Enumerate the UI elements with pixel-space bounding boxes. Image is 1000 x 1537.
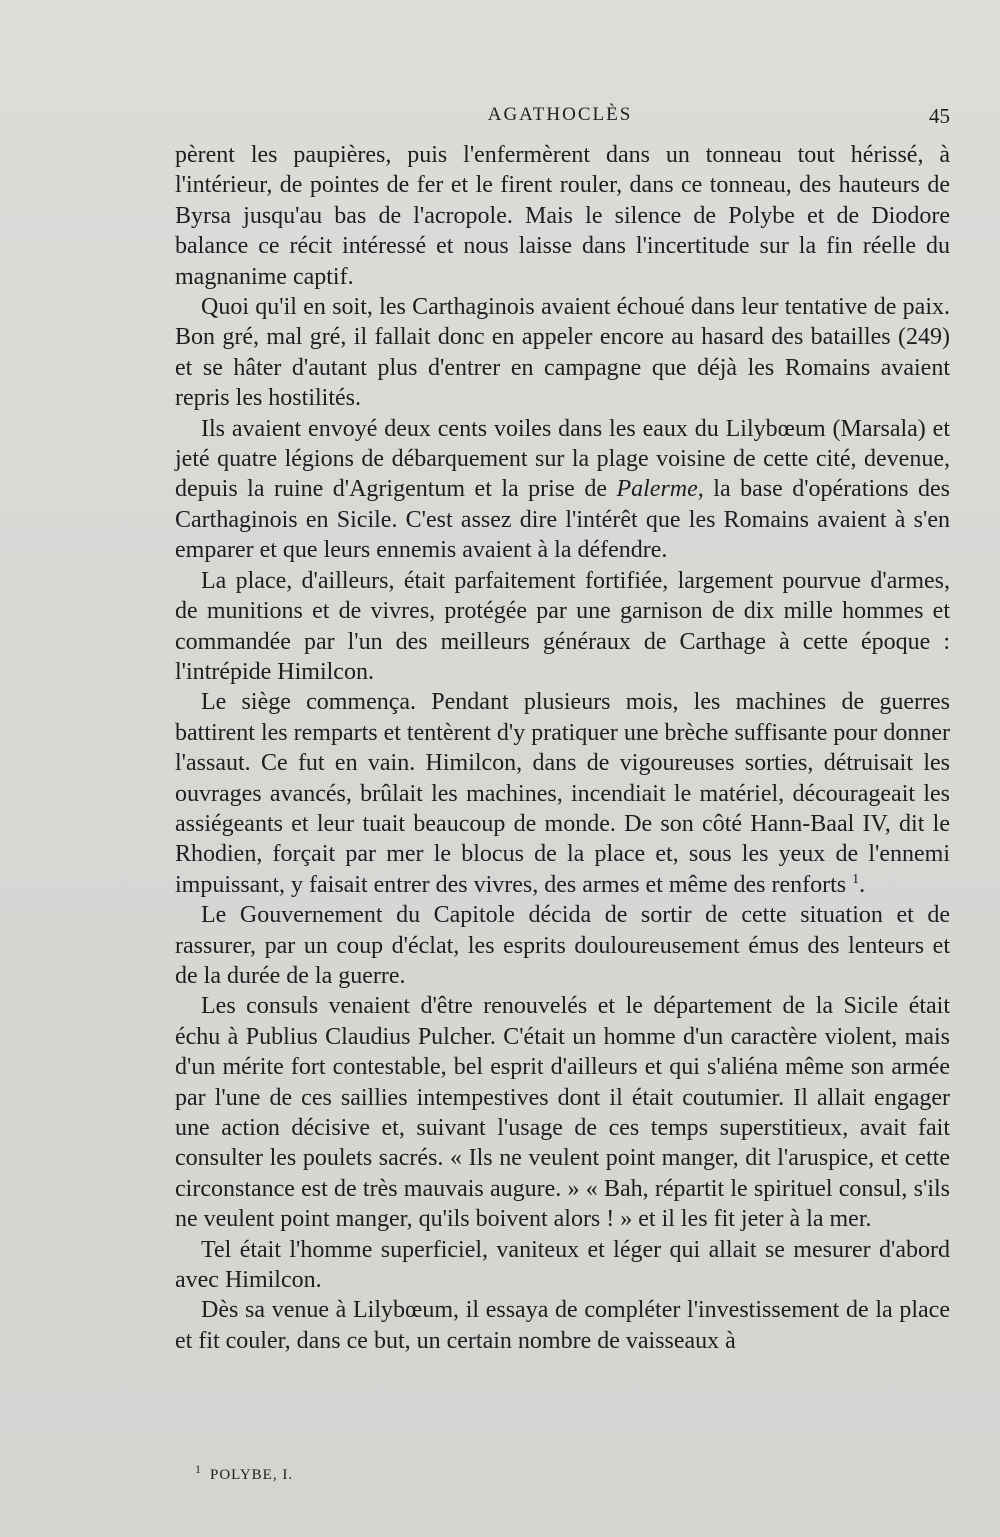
running-header [170, 104, 950, 134]
footnote [195, 1462, 293, 1484]
paragraph-5: Le siège commença. Pendant plusieurs mois, les machines de guerres battirent les remparts et tentèrent d'y pratiquer une brèche suffisante pour donner l'assaut. Ce fut en vain. Himilcon, dans de vigoureuses sorties, détruisait les ouvrages avancés, brûlait les machines, incendiait le matériel, décourageait les assiégeants et leur tuait beaucoup de monde. De son côté Hann-Baal IV, dit le Rhodien, forçait par mer le blocus de la place et, sous les yeux de l'ennemi impuissant, y faisait entrer des vivres, des armes et même des renforts $^1$. [175, 689, 950, 898]
footnote-mark: 1 [195, 1462, 202, 1476]
footnote-text: POLYBE, I. [210, 1467, 294, 1483]
paragraph-8: Tel était l'homme superficiel, vaniteux et léger qui allait se mesurer d'abord avec Himilcon. [175, 1236, 950, 1294]
page-number: 45 [929, 104, 950, 128]
paragraph-4: La place, d'ailleurs, était parfaitement fortifiée, largement pourvue d'armes, de munitions et de vivres, protégée par une garnison de dix mille hommes et commandée par l'un des meilleurs généraux de Carthage à cette époque : l'intrépide Himilcon. [175, 567, 950, 685]
footnote-reference: 1 [852, 871, 860, 887]
paragraph-3-text: Ils avaient envoyé deux cents voiles dans les eaux du Lilybœum (Marsala) et jeté quatre légions de débarquement sur la plage voisine de cette cité, devenue, depuis la ruine d'Agrigentum et la prise de Palerme, la base d'opérations des Carthaginois en Sicile. C'est assez dire l'intérêt que les Romains avaient à s'en emparer et que leurs ennemis avaient à la défendre. [175, 415, 950, 564]
paragraph-7: Les consuls venaient d'être renouvelés et le département de la Sicile était échu à Publius Claudius Pulcher. C'était un homme d'un caractère violent, mais d'un mérite fort contestable, bel esprit d'ailleurs et qui s'aliéna même son armée par l'une de ces saillies intempestives dont il était coutumier. Il allait engager une action décisive et, suivant l'usage de ces temps superstitieux, avait fait consulter les poulets sacrés. « Ils ne veulent point manger, dit l'aruspice, et cette circonstance est de très mauvais augure. » « Bah, répartit le spirituel consul, s'ils ne veulent point manger, qu'ils boivent alors ! » et il les fit jeter à la mer. [175, 993, 950, 1233]
body-text [175, 140, 950, 1356]
paragraph-5-text: Le siège commença. Pendant plusieurs mois, les machines de guerres battirent les remparts et tentèrent d'y pratiquer une brèche suffisante pour donner l'assaut. Ce fut en vain. Himilcon, dans de vigoureuses sorties, détruisait les ouvrages avancés, brûlait les machines, incendiait le matériel, décourageait les assiégeants et leur tuait beaucoup de monde. De son côté Hann-Baal IV, dit le Rhodien, forçait par mer le blocus de la place et, sous les yeux de l'ennemi impuissant, y faisait entrer des vivres, des armes et même des renforts [175, 689, 950, 898]
paragraph-9: Dès sa venue à Lilybœum, il essaya de compléter l'investissement de la place et fit couler, dans ce but, un certain nombre de vaisseaux à [175, 1297, 950, 1354]
paragraph-3 [175, 414, 950, 566]
paragraph-6: Le Gouvernement du Capitole décida de sortir de cette situation et de rassurer, par un coup d'éclat, les esprits douloureusement émus des lenteurs et de la durée de la guerre. [175, 902, 950, 989]
italic-term: Palerme [616, 476, 698, 503]
running-title: AGATHOCLÈS [487, 104, 633, 125]
paragraph-2: Quoi qu'il en soit, les Carthaginois avaient échoué dans leur tentative de paix. Bon gré, mal gré, il fallait donc en appeler encore au hasard des batailles (249) et se hâter d'autant plus d'entrer en campagne que déjà les Romains avaient repris les hostilités. [175, 294, 950, 412]
paragraph-1: pèrent les paupières, puis l'enfermèrent dans un tonneau tout hérissé, à l'intérieur, de pointes de fer et le firent rouler, dans ce tonneau, des hauteurs de Byrsa jusqu'au bas de l'acropole. Mais le silence de Polybe et de Diodore balance ce récit intéressé et nous laisse dans l'incertitude sur la fin réelle du magnanime captif. [175, 142, 950, 290]
